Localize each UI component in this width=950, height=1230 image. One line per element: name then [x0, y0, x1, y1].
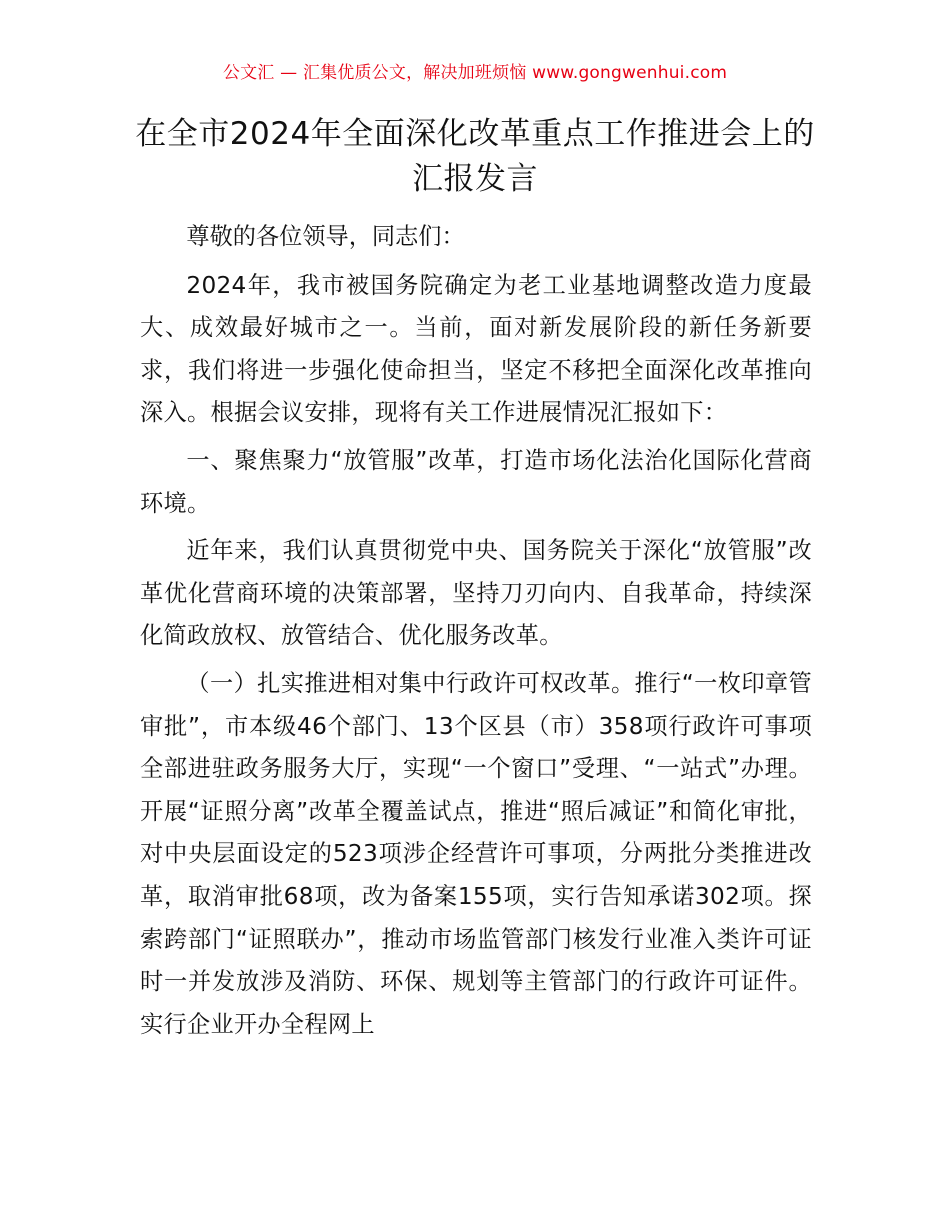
paragraph-subsection-1: （一）扎实推进相对集中行政许可权改革。推行“一枚印章管审批”，市本级46个部门、13个区县（市）358项行政许可事项全部进驻政务服务大厅，实现“一个窗口”受理、“一站式”办理。开展“证照分离”改革全覆盖试点，推进“照后减证”和简化审批，对中央层面设定的523项涉企经营许可事项，分两批分类推进改革，取消审批68项，改为备案155项，实行告知承诺302项。探索跨部门“证照联办”，推动市场监管部门核发行业准入类许可证时一并发放涉及消防、环保、规划等主管部门的行政许可证件。实行企业开办全程网上 [140, 669, 812, 1038]
section-heading-1: 一、聚焦聚力“放管服”改革，打造市场化法治化国际化营商环境。 [140, 446, 812, 517]
paragraph-section-1-overview: 近年来，我们认真贯彻党中央、国务院关于深化“放管服”改革优化营商环境的决策部署，坚持刀刃向内、自我革命，持续深化简政放权、放管结合、优化服务改革。 [140, 537, 812, 650]
paragraph-intro: 2024年，我市被国务院确定为老工业基地调整改造力度最大、成效最好城市之一。当前，面对新发展阶段的新任务新要求，我们将进一步强化使命担当，坚定不移把全面深化改革推向深入。根据会议安排，现将有关工作进展情况汇报如下： [140, 271, 812, 427]
document-body [140, 216, 812, 1051]
document-title: 在全市2024年全面深化改革重点工作推进会上的汇报发言 [135, 116, 815, 197]
watermark-header: 公文汇 — 汇集优质公文，解决加班烦恼 www.gongwenhui.com [222, 63, 728, 83]
salutation: 尊敬的各位领导，同志们： [186, 223, 465, 250]
